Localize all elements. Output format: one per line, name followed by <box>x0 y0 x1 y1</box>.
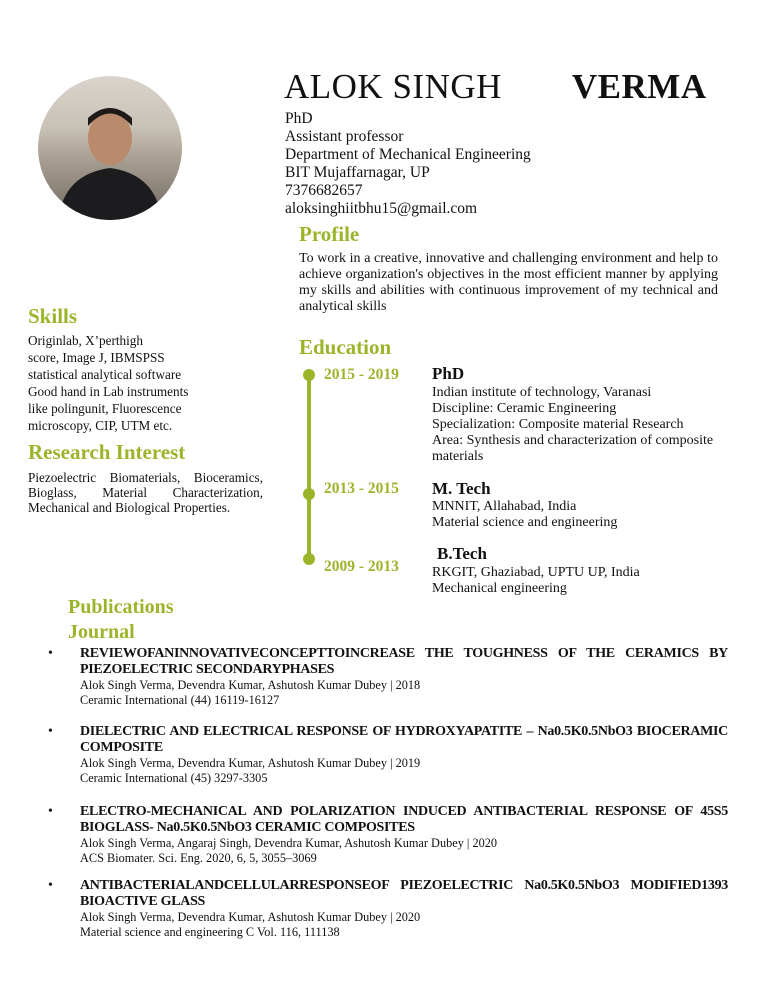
publication-journal: Material science and engineering C Vol. 116, 111138 <box>80 925 340 939</box>
first-name: ALOK SINGH <box>284 67 502 106</box>
name <box>284 68 707 106</box>
edu-details <box>432 565 752 597</box>
skill-line: score, Image J, IBMSPSS <box>28 350 165 365</box>
publication-item <box>48 804 728 866</box>
edu-detail: MNNIT, Allahabad, India <box>432 499 577 514</box>
skills-heading: Skills <box>28 304 78 328</box>
publication-item <box>48 724 728 786</box>
edu-detail: Mechanical engineering <box>432 581 567 596</box>
profile-text: To work in a creative, innovative and challenging environment and help to achieve organization's objectives in the most efficient manner by applying my skills and abilities with continuous improvement of my technical and analytical skills <box>299 251 718 314</box>
publication-title: REVIEWOFANINNOVATIVECONCEPTTOINCREASE THE TOUGHNESS OF THE CERAMICS BY PIEZOELECTRIC SECONDARYPHASES <box>80 646 728 677</box>
edu-years: 2015 - 2019 <box>324 366 399 383</box>
publication-authors: Alok Singh Verma, Devendra Kumar, Ashutosh Kumar Dubey | 2020 <box>80 910 421 924</box>
edu-degree: PhD <box>432 364 465 383</box>
timeline-dot <box>303 488 315 500</box>
publication-journal: Ceramic International (45) 3297-3305 <box>80 771 268 785</box>
bullet-icon: • <box>48 804 53 819</box>
edu-degree: B.Tech <box>437 544 487 563</box>
publication-authors: Alok Singh Verma, Angaraj Singh, Devendra Kumar, Ashutosh Kumar Dubey | 2020 <box>80 836 498 850</box>
journal-subheading: Journal <box>68 621 135 643</box>
publication-authors: Alok Singh Verma, Devendra Kumar, Ashutosh Kumar Dubey | 2019 <box>80 756 421 770</box>
edu-details <box>432 385 752 465</box>
department: Department of Mechanical Engineering <box>285 146 531 163</box>
skill-line: microscopy, CIP, UTM etc. <box>28 418 173 433</box>
email[interactable]: aloksinghiitbhu15@gmail.com <box>285 200 478 217</box>
publication-journal: Ceramic International (44) 16119-16127 <box>80 693 280 707</box>
profile-heading: Profile <box>299 222 360 246</box>
bullet-icon: • <box>48 878 53 893</box>
edu-detail: Specialization: Composite material Research <box>432 417 684 432</box>
publication-title: ANTIBACTERIALANDCELLULARRESPONSEOF PIEZOELECTRIC Na0.5K0.5NbO3 MODIFIED1393 BIOACTIVE GLASS <box>80 878 728 909</box>
publication-title: ELECTRO-MECHANICAL AND POLARIZATION INDUCED ANTIBACTERIAL RESPONSE OF 45S5 BIOGLASS- Na0.5K0.5NbO3 CERAMIC COMPOSITES <box>80 804 728 835</box>
edu-degree: M. Tech <box>432 479 491 498</box>
contact-info <box>285 110 531 218</box>
edu-detail: Material science and engineering <box>432 515 618 530</box>
edu-detail: Indian institute of technology, Varanasi <box>432 385 652 400</box>
edu-details <box>432 499 752 531</box>
edu-detail: RKGIT, Ghaziabad, UPTU UP, India <box>432 565 640 580</box>
publication-authors: Alok Singh Verma, Devendra Kumar, Ashutosh Kumar Dubey | 2018 <box>80 678 421 692</box>
institution: BIT Mujaffarnagar, UP <box>285 164 430 181</box>
education-heading: Education <box>299 335 392 359</box>
edu-years: 2009 - 2013 <box>324 558 399 575</box>
edu-detail: Discipline: Ceramic Engineering <box>432 401 617 416</box>
bullet-icon: • <box>48 646 53 661</box>
skill-line: Good hand in Lab instruments <box>28 384 189 399</box>
research-text: Piezoelectric Biomaterials, Bioceramics, Bioglass, Material Characterization, Mechanical and Biological Properties. <box>28 470 263 515</box>
publication-item <box>48 878 728 940</box>
profile-photo <box>38 76 182 220</box>
bullet-icon: • <box>48 724 53 739</box>
publication-journal: ACS Biomater. Sci. Eng. 2020, 6, 5, 3055–3069 <box>80 851 317 865</box>
timeline-dot <box>303 553 315 565</box>
publication-item <box>48 646 728 708</box>
research-heading: Research Interest <box>28 440 186 464</box>
publication-title: DIELECTRIC AND ELECTRICAL RESPONSE OF HYDROXYAPATITE – Na0.5K0.5NbO3 BIOCERAMIC COMPOSITE <box>80 724 728 755</box>
skill-line: Originlab, X’perthigh <box>28 333 143 348</box>
timeline-line <box>307 377 311 559</box>
publications-heading: Publications <box>68 596 174 618</box>
skill-line: statistical analytical software <box>28 367 182 382</box>
last-name: VERMA <box>571 67 707 106</box>
timeline-dot <box>303 369 315 381</box>
position: Assistant professor <box>285 128 404 145</box>
degree: PhD <box>285 110 313 127</box>
edu-years: 2013 - 2015 <box>324 480 399 497</box>
phone: 7376682657 <box>285 182 363 199</box>
skill-line: like polingunit, Fluorescence <box>28 401 182 416</box>
skills-list <box>28 332 278 434</box>
edu-detail: Area: Synthesis and characterization of composite materials <box>432 433 714 464</box>
